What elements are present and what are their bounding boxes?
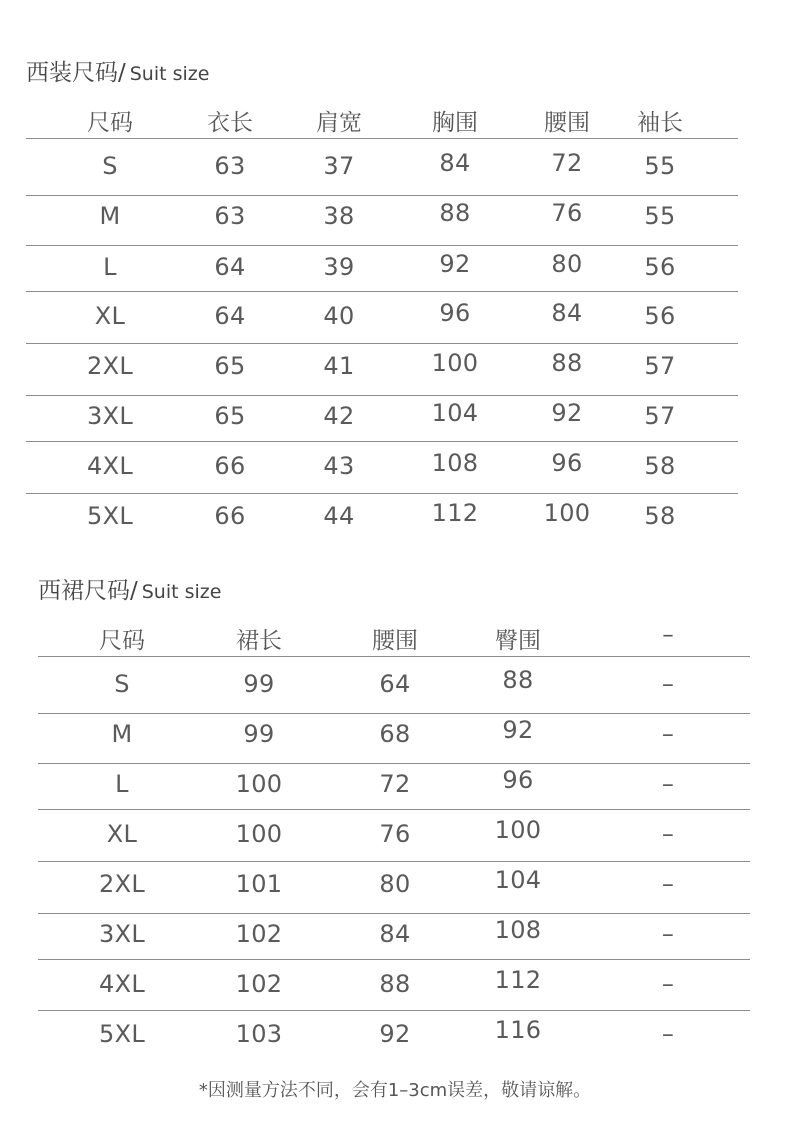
table-cell: 65 xyxy=(214,352,246,380)
table-divider xyxy=(26,343,738,344)
table-cell: 58 xyxy=(644,502,676,530)
column-header: 臀围 xyxy=(495,628,541,654)
table-divider xyxy=(26,493,738,494)
table-cell: 64 xyxy=(214,302,246,330)
table-cell: – xyxy=(661,670,675,698)
table-cell: 104 xyxy=(494,866,542,894)
column-header: 袖长 xyxy=(637,110,683,136)
table-cell: XL xyxy=(106,820,138,848)
table-cell: 108 xyxy=(494,916,542,944)
table-cell: XL xyxy=(94,302,126,330)
skirt-size-title-en: Suit size xyxy=(141,581,222,603)
table-cell: 84 xyxy=(379,920,411,948)
table-cell: 102 xyxy=(235,970,283,998)
table-cell: 56 xyxy=(644,302,676,330)
table-cell: 84 xyxy=(439,149,471,177)
suit-size-title-en: Suit size xyxy=(129,63,210,85)
suit-size-title-zh: 西装尺码/ xyxy=(26,60,126,86)
table-cell: 76 xyxy=(379,820,411,848)
column-header: 尺码 xyxy=(87,110,133,136)
table-cell: S xyxy=(114,670,130,698)
table-cell: 55 xyxy=(644,202,676,230)
measurement-footnote: *因测量方法不同，会有1–3cm误差，敬请谅解。 xyxy=(198,1080,592,1101)
table-cell: 64 xyxy=(379,670,411,698)
table-cell: 96 xyxy=(551,449,583,477)
table-cell: 96 xyxy=(502,766,534,794)
table-cell: 116 xyxy=(494,1016,542,1044)
table-cell: 43 xyxy=(323,452,355,480)
table-cell: 72 xyxy=(551,149,583,177)
column-header: 尺码 xyxy=(99,628,145,654)
table-cell: 80 xyxy=(379,870,411,898)
table-cell: 55 xyxy=(644,152,676,180)
table-cell: 100 xyxy=(235,820,283,848)
table-divider xyxy=(38,959,750,960)
column-header: – xyxy=(662,622,674,648)
table-divider xyxy=(38,1010,750,1011)
table-cell: – xyxy=(661,1020,675,1048)
table-cell: 99 xyxy=(243,670,275,698)
table-cell: 57 xyxy=(644,352,676,380)
table-cell: 101 xyxy=(235,870,283,898)
table-divider xyxy=(38,809,750,810)
table-cell: 63 xyxy=(214,152,246,180)
table-cell: 84 xyxy=(551,299,583,327)
table-cell: 56 xyxy=(644,253,676,281)
table-cell: 5XL xyxy=(99,1020,145,1048)
table-divider xyxy=(26,195,738,196)
table-cell: 2XL xyxy=(87,352,133,380)
table-cell: 92 xyxy=(379,1020,411,1048)
table-cell: L xyxy=(103,253,117,281)
table-cell: 92 xyxy=(439,250,471,278)
table-cell: 100 xyxy=(235,770,283,798)
table-cell: 100 xyxy=(431,349,479,377)
table-cell: M xyxy=(111,720,133,748)
table-cell: 99 xyxy=(243,720,275,748)
table-cell: 38 xyxy=(323,202,355,230)
table-divider xyxy=(38,763,750,764)
table-cell: 3XL xyxy=(87,402,133,430)
table-cell: 66 xyxy=(214,502,246,530)
table-cell: 92 xyxy=(551,399,583,427)
table-divider xyxy=(38,861,750,862)
table-cell: M xyxy=(99,202,121,230)
table-cell: 88 xyxy=(439,199,471,227)
table-cell: 37 xyxy=(323,152,355,180)
table-cell: 96 xyxy=(439,299,471,327)
table-cell: – xyxy=(661,770,675,798)
table-cell: 64 xyxy=(214,253,246,281)
table-cell: 100 xyxy=(543,499,591,527)
table-cell: 58 xyxy=(644,452,676,480)
skirt-size-title xyxy=(38,572,221,605)
table-cell: L xyxy=(115,770,129,798)
table-cell: 5XL xyxy=(87,502,133,530)
table-divider xyxy=(38,713,750,714)
skirt-size-title-zh: 西裙尺码/ xyxy=(38,578,138,604)
table-divider xyxy=(26,138,738,139)
table-cell: 108 xyxy=(431,449,479,477)
table-cell: 4XL xyxy=(87,452,133,480)
table-divider xyxy=(38,656,750,657)
table-cell: – xyxy=(661,870,675,898)
table-cell: 76 xyxy=(551,199,583,227)
column-header: 腰围 xyxy=(372,628,418,654)
table-cell: 66 xyxy=(214,452,246,480)
table-divider xyxy=(26,395,738,396)
table-cell: 2XL xyxy=(99,870,145,898)
column-header: 裙长 xyxy=(236,628,282,654)
table-cell: 40 xyxy=(323,302,355,330)
table-divider xyxy=(26,441,738,442)
table-cell: 68 xyxy=(379,720,411,748)
table-cell: 63 xyxy=(214,202,246,230)
table-cell: 88 xyxy=(551,349,583,377)
table-cell: 57 xyxy=(644,402,676,430)
table-cell: 41 xyxy=(323,352,355,380)
table-cell: 88 xyxy=(379,970,411,998)
table-divider xyxy=(26,245,738,246)
table-cell: 65 xyxy=(214,402,246,430)
table-cell: 42 xyxy=(323,402,355,430)
table-cell: 112 xyxy=(494,966,542,994)
column-header: 胸围 xyxy=(432,110,478,136)
table-cell: – xyxy=(661,920,675,948)
table-cell: 103 xyxy=(235,1020,283,1048)
table-cell: 102 xyxy=(235,920,283,948)
table-cell: 72 xyxy=(379,770,411,798)
table-divider xyxy=(38,913,750,914)
table-cell: 88 xyxy=(502,666,534,694)
column-header: 腰围 xyxy=(544,110,590,136)
column-header: 衣长 xyxy=(207,110,253,136)
table-divider xyxy=(26,291,738,292)
table-cell: – xyxy=(661,720,675,748)
table-cell: 44 xyxy=(323,502,355,530)
table-cell: 100 xyxy=(494,816,542,844)
table-cell: – xyxy=(661,820,675,848)
table-cell: – xyxy=(661,970,675,998)
column-header: 肩宽 xyxy=(316,110,362,136)
table-cell: 3XL xyxy=(99,920,145,948)
table-cell: 4XL xyxy=(99,970,145,998)
table-cell: S xyxy=(102,152,118,180)
table-cell: 112 xyxy=(431,499,479,527)
table-cell: 80 xyxy=(551,250,583,278)
table-cell: 104 xyxy=(431,399,479,427)
suit-size-title xyxy=(26,54,209,87)
table-cell: 39 xyxy=(323,253,355,281)
table-cell: 92 xyxy=(502,716,534,744)
